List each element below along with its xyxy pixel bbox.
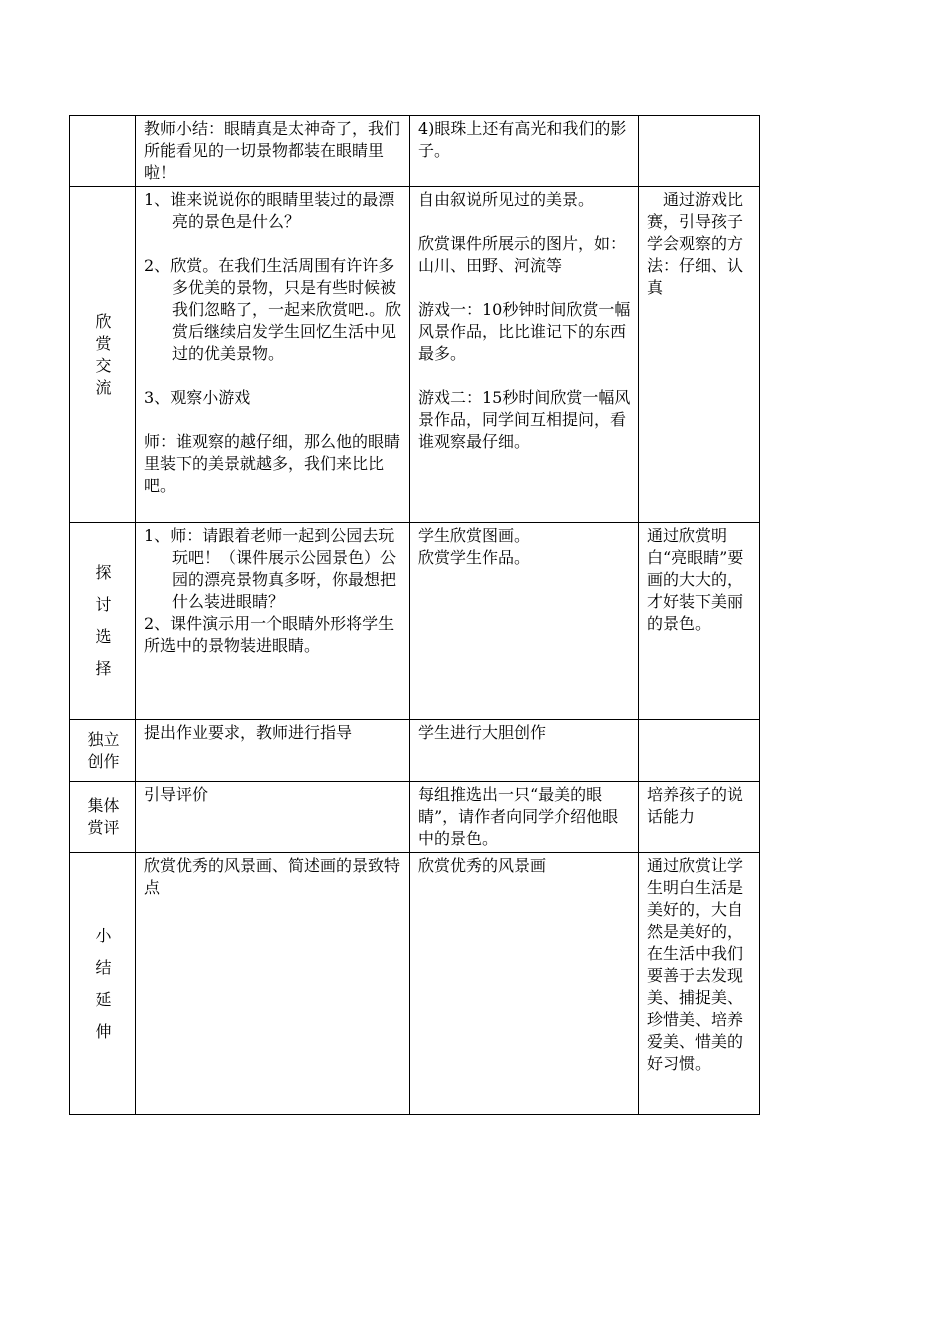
stage-char: 结 [95,957,112,977]
table-row [70,853,760,1115]
intent-cell [639,116,760,187]
student-activity-cell [410,720,639,782]
teacher-text: 提出作业要求，教师进行指导 [144,723,353,742]
teacher-text: 教师小结：眼睛真是太神奇了，我们所能看见的一切景物都装在眼睛里啦！ [144,119,401,182]
item-text: 谁来说说你的眼睛里装过的最漂亮的景色是什么？ [170,190,395,231]
list-item [144,189,403,233]
stage-char: 欣 [95,311,112,331]
intent-cell [639,720,760,782]
student-activity-cell [410,523,639,720]
student-text: 学生进行大胆创作 [418,723,547,742]
table-row [70,782,760,853]
stage-cell-empty [70,116,136,187]
student-text: 自由叙说所见过的美景。 [418,190,595,209]
student-text: 欣赏学生作品。 [418,548,531,567]
student-text: 4)眼珠上还有高光和我们的影子。 [418,119,627,160]
teacher-activity-cell [136,116,410,187]
student-activity-cell [410,187,639,523]
stage-cell [70,720,136,782]
teacher-activity-cell [136,523,410,720]
teacher-activity-cell [136,187,410,523]
item-number: 1、 [144,190,171,209]
stage-text: 独立 [87,729,120,749]
stage-text: 集体 [87,796,120,815]
student-text: 欣赏优秀的风景画 [418,856,547,875]
teacher-activity-cell [136,853,410,1115]
stage-char: 选 [95,627,112,646]
intent-text: 通过欣赏让学生明白生活是美好的，大自然是美好的，在生活中我们要善于去发现美、捕捉美、珍惜美、培养爱美、惜美的好习惯。 [647,856,744,1073]
lesson-plan-table [69,115,760,1115]
list-item [144,525,403,613]
stage-char: 讨 [95,595,112,614]
list-item [144,387,403,409]
teacher-text: 师：谁观察的越仔细，那么他的眼睛里装下的美景就越多，我们来比比吧。 [144,432,401,495]
teacher-activity-cell [136,782,410,853]
item-number: 3、 [144,388,171,407]
student-text: 欣赏课件所展示的图片，如：山川、田野、河流等 [418,234,627,275]
stage-char: 延 [95,989,112,1009]
stage-char: 探 [95,563,112,582]
student-activity-cell [410,782,639,853]
stage-text: 赏评 [87,818,120,837]
stage-char: 交 [95,355,112,375]
table-row [70,187,760,523]
stage-char: 小 [95,925,112,945]
intent-text: 通过游戏比赛，引导孩子学会观察的方法：仔细、认真 [647,190,744,297]
stage-char: 择 [95,659,112,678]
item-text: 观察小游戏 [170,388,251,407]
student-text: 每组推选出一只“最美的眼睛”，请作者向同学介绍他眼中的景色。 [418,785,619,848]
stage-cell [70,187,136,523]
stage-char: 流 [95,377,112,397]
teacher-text: 欣赏优秀的风景画、简述画的景致特点 [144,856,401,897]
intent-text: 培养孩子的说话能力 [647,785,744,826]
item-text: 欣赏。在我们生活周围有许许多多优美的景物，只是有些时候被我们忽略了，一起来欣赏吧.。欣赏后继续启发学生回忆生活中见过的优美景物。 [170,256,402,363]
stage-cell [70,523,136,720]
student-text: 游戏一：10秒钟时间欣赏一幅风景作品，比比谁记下的东西最多。 [418,300,631,363]
stage-char: 伸 [95,1021,112,1041]
intent-cell [639,523,760,720]
student-activity-cell [410,116,639,187]
stage-text: 创作 [87,751,120,771]
stage-cell [70,853,136,1115]
intent-cell [639,782,760,853]
student-activity-cell [410,853,639,1115]
student-text: 学生欣赏图画。 [418,526,531,545]
student-text: 游戏二：15秒时间欣赏一幅风景作品，同学间互相提问，看谁观察最仔细。 [418,388,631,451]
stage-char: 赏 [95,333,112,353]
teacher-text: 2、课件演示用一个眼睛外形将学生所选中的景物装进眼睛。 [144,614,395,655]
table-row [70,720,760,782]
intent-cell [639,187,760,523]
table-row [70,116,760,187]
item-text: 师：请跟着老师一起到公园去玩玩吧！（课件展示公园景色）公园的漂亮景物真多呀，你最想把什么装进眼睛？ [170,526,397,611]
list-item [144,255,403,365]
table-row [70,523,760,720]
intent-text: 通过欣赏明白“亮眼睛”要画的大大的，才好装下美丽的景色。 [647,526,744,633]
teacher-text: 引导评价 [144,785,209,804]
item-number: 1、 [144,526,171,545]
intent-cell [639,853,760,1115]
stage-cell [70,782,136,853]
item-number: 2、 [144,256,171,275]
teacher-activity-cell [136,720,410,782]
